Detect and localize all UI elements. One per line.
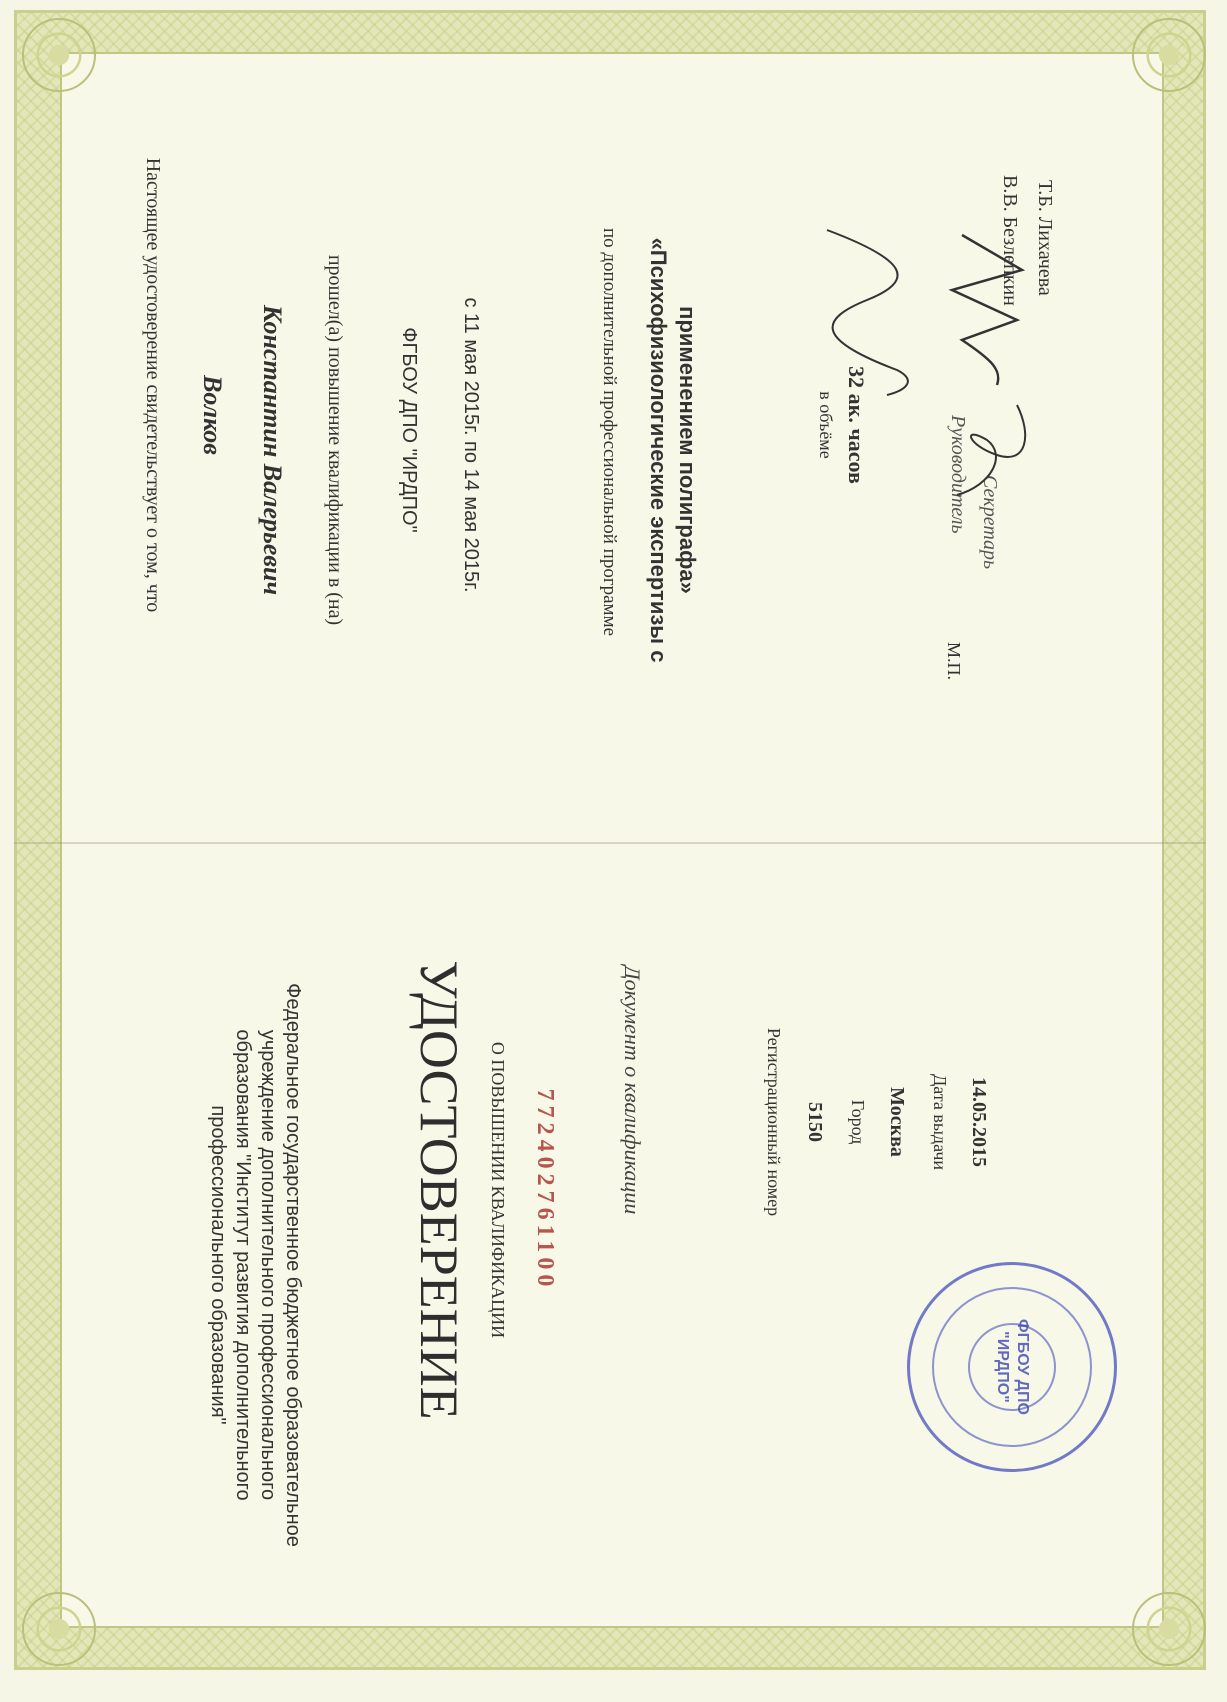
institution-line-3: образования "Институт развития дополнительного — [232, 1029, 254, 1501]
signature-head-1 — [807, 220, 927, 400]
intro-text: Настоящее удостоверение свидетельствует о том, что — [142, 157, 164, 613]
date-label: Дата выдачи — [930, 1073, 950, 1171]
passed-text: прошел(а) повышение квалификации в (на) — [324, 254, 346, 626]
program-title-line-2: применением полиграфа» — [675, 306, 700, 594]
reg-label: Регистрационный номер — [764, 1027, 784, 1217]
serial-number: 772402761100 — [532, 1088, 558, 1292]
mp-mark: М.П. — [944, 642, 964, 681]
city-label: Город — [848, 1099, 868, 1145]
organization: ФГБОУ ДПО "ИРДПО" — [398, 327, 420, 533]
recipient-surname: Волков — [198, 375, 227, 455]
stamp-line-1: ФГБОУ ДПО — [1014, 1318, 1031, 1415]
stamp-line-2: "ИРДПО" — [994, 1331, 1011, 1403]
signature-head-2 — [942, 230, 1032, 390]
date-value: 14.05.2015 — [968, 1077, 990, 1167]
secretary-role: Секретарь — [979, 475, 1001, 570]
institution-line-1: Федеральное государственное бюджетное образовательное — [282, 983, 304, 1547]
study-period: с 11 мая 2015г. по 14 мая 2015г. — [460, 297, 482, 593]
document-caption: Документ о квалификации — [620, 965, 645, 1215]
head-role: Руководитель — [947, 415, 969, 534]
program-intro: по дополнительной профессиональной программе — [599, 227, 620, 637]
reg-value: 5150 — [804, 1102, 826, 1142]
institution-line-4: профессионального образования" — [207, 1105, 229, 1425]
signature-secretary — [947, 395, 1037, 505]
recipient-given-names: Константин Валерьевич — [258, 304, 287, 596]
city-value: Москва — [886, 1087, 908, 1157]
official-stamp — [907, 1262, 1117, 1472]
volume-label: в объёме — [816, 391, 836, 459]
institution-line-2: учреждение дополнительного профессионального — [257, 1029, 279, 1501]
document-subtitle: О ПОВЫШЕНИИ КВАЛИФИКАЦИИ — [488, 1041, 508, 1339]
head-name: В.В. Безлепкин — [999, 175, 1021, 306]
volume-value: 32 ак. часов — [844, 366, 869, 484]
secretary-name: Т.Б. Лихачева — [1034, 180, 1056, 296]
document-title: УДОСТОВЕРЕНИЕ — [409, 960, 469, 1420]
program-title-line-1: «Психофизиологические экспертизы с — [646, 237, 671, 663]
